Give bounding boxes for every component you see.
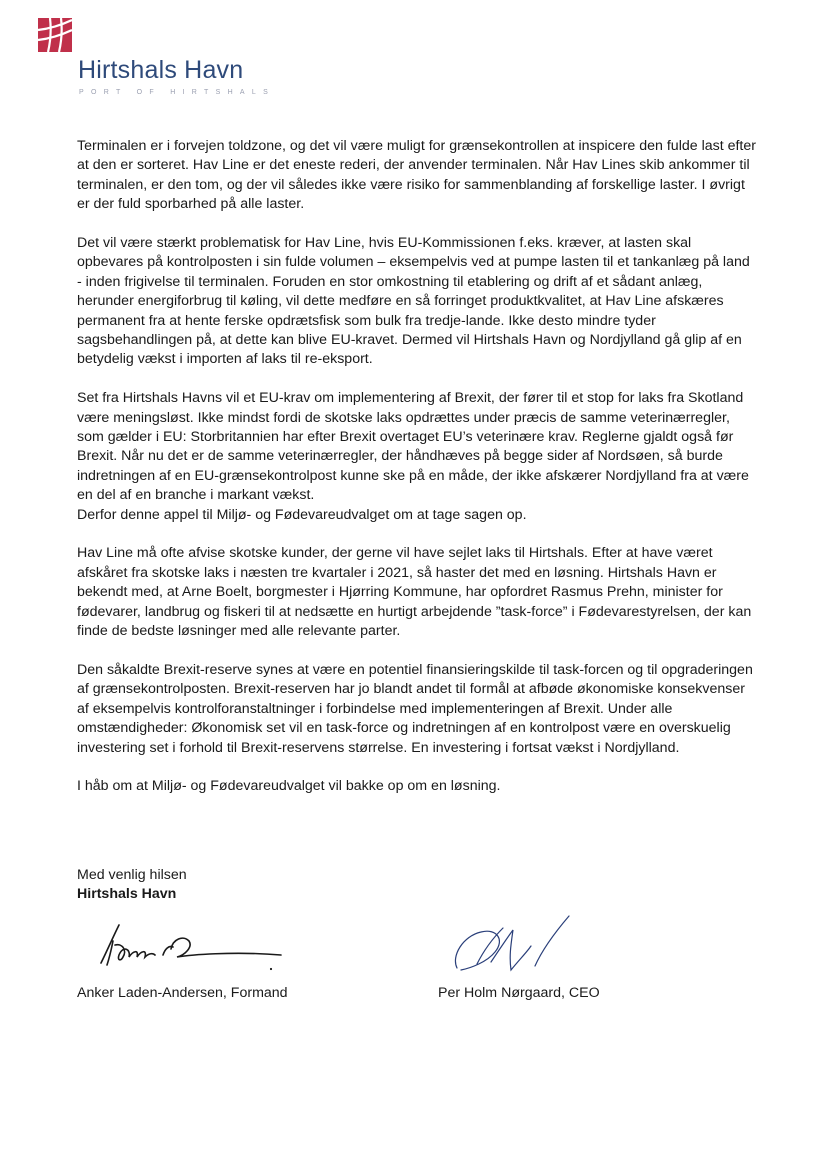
paragraph-4: Hav Line må ofte afvise skotske kunder, der gerne vil have sejlet laks til Hirtshals. Efter at have været afskåret fra skotske laks i næsten tre kvartaler i 2021, så haster det med en løsning. Hirtshals Havn er bekendt med, at Arne Boelt, borgmester i Hjørring Kommune, har opfordret Rasmus Prehn, minister for fødevarer, landbrug og fiskeri til at nedsætte en hurtigt arbejdende ”task-force” i Fødevarestyrelsen, der kan finde de bedste løsninger med alle relevante parter. (77, 545, 752, 640)
paragraph-1: Terminalen er i forvejen toldzone, og det vil være muligt for grænsekontrollen at inspicere den fulde last efter at den er sorteret. Hav Line er det eneste rederi, der anvender terminalen. Når Hav Lines skib ankommer til terminalen, er den tom, og der vil således ikke være risiko for sammenblanding af forskellige laster. I øvrigt er der fuld sporbarhed på alle laster. (77, 138, 756, 213)
signature-left-icon (93, 915, 293, 973)
letter-body (77, 137, 757, 816)
closing-organization: Hirtshals Havn (77, 886, 177, 903)
paragraph-5: Den såkaldte Brexit-reserve synes at være en potentiel finansieringskilde til task-forcen og til opgraderingen af grænsekontrolposten. Brexit-reserven har jo blandt andet til formål at afbøde økonomiske konsekvenser af eksempelvis kontrolforanstaltninger i forbindelse med implementeringen af Brexit. Under alle omstændigheder: Økonomisk set vil en task-force og indretningen af en kontrolpost være en overskuelig investering set i forhold til Brexit-reservens størrelse. En investering i fortsat vækst i Nordjylland. (77, 661, 753, 756)
paragraph-2: Det vil være stærkt problematisk for Hav Line, hvis EU-Kommissionen f.eks. kræver, at lasten skal opbevares på kontrolposten i sin fulde volumen – eksempelvis ved at pumpe lasten til et tankanlæg på land - inden frigivelse til terminalen. Foruden en stor omkostning til etablering og drift af et sådant anlæg, herunder energiforbrug til køling, vil dette medføre en så forringet produktkvalitet, at Hav Line afskæres permanent fra at hente ferske opdrætsfisk som bulk fra tredje-lande. Ikke desto mindre tyder sagsbehandlingen på, at dette kan blive EU-kravet. Dermed vil Hirtshals Havn og Nordjylland gå glip af en betydelig vækst i importen af laks til re-eksport. (77, 235, 750, 368)
brand-name: Hirtshals Havn (78, 56, 244, 84)
signer-right-name: Per Holm Nørgaard, CEO (438, 985, 600, 1001)
hirtshals-logo-icon (38, 18, 72, 52)
paragraph-6: I håb om at Miljø- og Fødevareudvalget vil bakke op om en løsning. (77, 778, 501, 795)
signer-left-name: Anker Laden-Andersen, Formand (77, 985, 288, 1001)
brand-tagline: PORT OF HIRTSHALS (79, 89, 276, 96)
closing-block (77, 866, 187, 905)
closing-greeting: Med venlig hilsen (77, 867, 187, 883)
paragraph-3: Set fra Hirtshals Havns vil et EU-krav om implementering af Brexit, der fører til et stop for laks fra Skotland være meningsløst. Ikke mindst fordi de skotske laks opdrættes under præcis de samme veterinærregler, som gælder i EU: Storbritannien har efter Brexit overtaget EU’s veterinære krav. Reglerne gjaldt også før Brexit. Når nu det er de samme veterinærregler, der håndhæves på begge sider af Nordsøen, så burde indretningen af en EU-grænsekontrolpost kunne ske på en måde, der ikke afskærer Nordjylland fra at være en del af en branche i markant vækst. Derfor denne appel til Miljø- og Fødevareudvalget om at tage sagen op. (77, 390, 749, 523)
signature-right-icon (447, 912, 577, 980)
